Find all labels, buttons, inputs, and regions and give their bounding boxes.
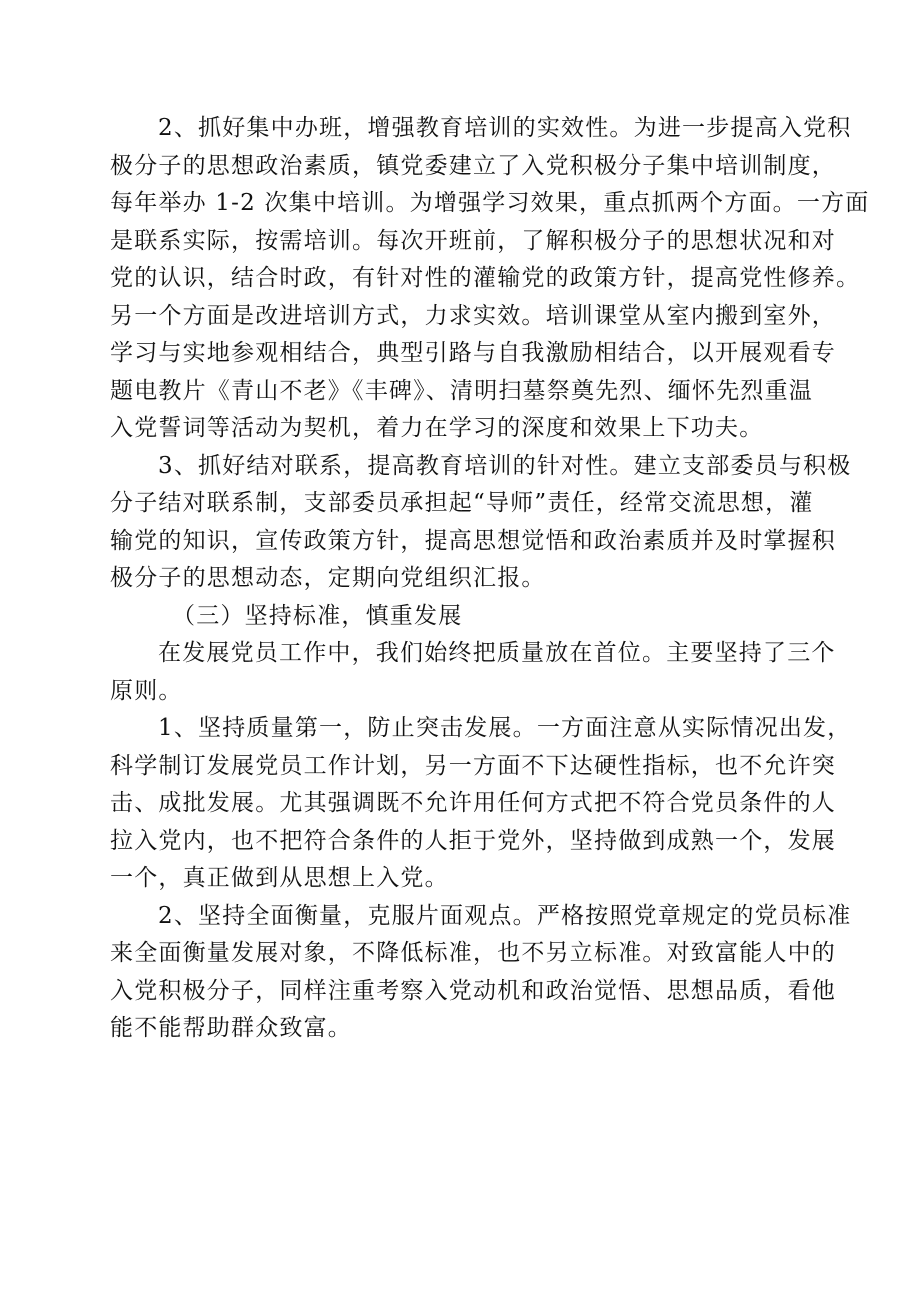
text-line: 原则。 — [110, 677, 183, 704]
text-line: 拉入党内，也不把符合条件的人拒于党外，坚持做到成熟一个，发展 — [110, 827, 836, 854]
text-line: 输党的知识，宣传政策方针，提高思想觉悟和政治素质并及时掌握积 — [110, 527, 836, 554]
text-line: 另一个方面是改进培训方式，力求实效。培训课堂从室内搬到室外， — [110, 302, 836, 329]
text-line: 学习与实地参观相结合，典型引路与自我激励相结合，以开展观看专 — [110, 340, 836, 366]
text-line: 极分子的思想动态，定期向党组织汇报。 — [110, 565, 546, 591]
text-line: 每年举办 1-2 次集中培训。为增强学习效果，重点抓两个方面。一方面 — [110, 190, 870, 216]
text-line: 2、坚持全面衡量，克服片面观点。严格按照党章规定的党员标准 — [158, 902, 852, 929]
document-page — [110, 110, 870, 1048]
text-line: 党的认识，结合时政，有针对性的灌输党的政策方针，提高党性修养。 — [110, 265, 861, 291]
text-line: 3、抓好结对联系，提高教育培训的针对性。建立支部委员与积极 — [158, 452, 852, 479]
paragraph-quality-first — [110, 710, 852, 898]
text-line: 分子结对联系制，支部委员承担起“导师”责任，经常交流思想，灌 — [110, 490, 814, 516]
text-line: 来全面衡量发展对象，不降低标准，也不另立标准。对致富能人中的 — [110, 940, 836, 966]
text-line: 极分子的思想政治素质，镇党委建立了入党积极分子集中培训制度， — [110, 152, 836, 179]
paragraph-comprehensive-evaluation — [110, 898, 852, 1048]
text-line: 入党誓词等活动为契机，着力在学习的深度和效果上下功夫。 — [110, 415, 764, 441]
text-line: 1、坚持质量第一，防止突击发展。一方面注意从实际情况出发， — [158, 715, 852, 741]
text-line: 题电教片《青山不老》《丰碑》、清明扫墓祭奠先烈、缅怀先烈重温 — [110, 377, 813, 404]
text-line: 击、成批发展。尤其强调既不允许用任何方式把不符合党员条件的人 — [110, 790, 836, 816]
section-heading — [110, 598, 830, 636]
paragraph-concentrated-training — [110, 110, 870, 448]
paragraph-pairing-contact — [110, 448, 852, 598]
text-line: 一个，真正做到从思想上入党。 — [110, 865, 449, 891]
text-line: 科学制订发展党员工作计划，另一方面不下达硬性指标，也不允许突 — [110, 752, 836, 779]
text-line: 在发展党员工作中，我们始终把质量放在首位。主要坚持了三个 — [158, 640, 836, 666]
paragraph-intro-principles — [110, 635, 836, 710]
text-line: 入党积极分子，同样注重考察入党动机和政治觉悟、思想品质，看他 — [110, 977, 836, 1004]
section-heading-text: （三）坚持标准，慎重发展 — [172, 602, 463, 629]
text-line: 是联系实际，按需培训。每次开班前，了解积极分子的思想状况和对 — [110, 227, 836, 254]
text-line: 2、抓好集中办班，增强教育培训的实效性。为进一步提高入党积 — [158, 115, 852, 141]
text-line: 能不能帮助群众致富。 — [110, 1015, 352, 1041]
